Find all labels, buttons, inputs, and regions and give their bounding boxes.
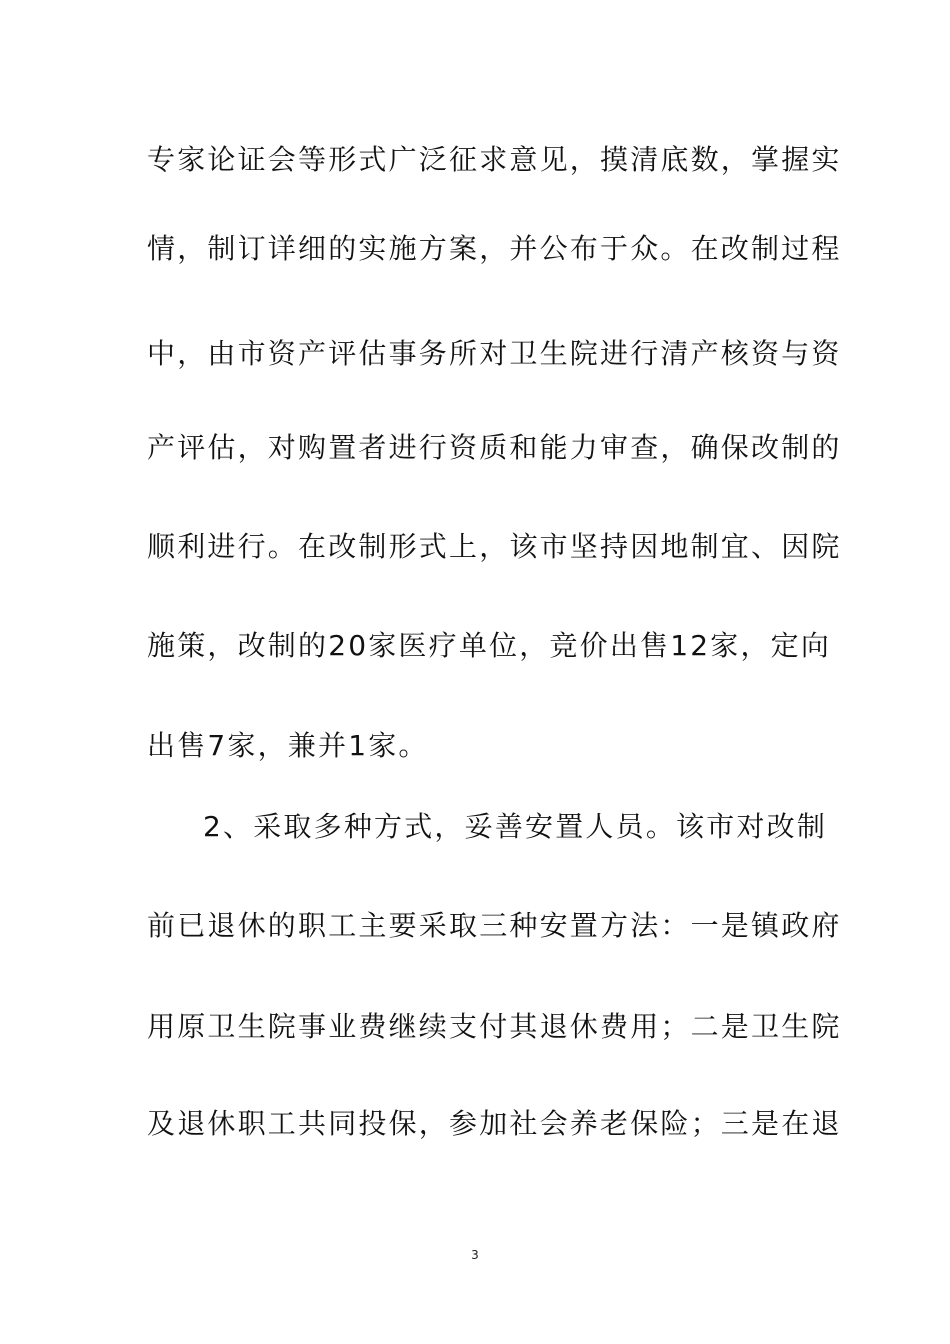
text-line: 出售7家，兼并1家。 [147,729,429,762]
text-line: 顺利进行。在改制形式上，该市坚持因地制宜、因院 [147,530,842,563]
page-number: 3 [471,1248,479,1262]
text-line: 用原卫生院事业费继续支付其退休费用；二是卫生院 [147,1010,842,1043]
text-line: 专家论证会等形式广泛征求意见，摸清底数，掌握实 [147,143,842,176]
text-line: 前已退休的职工主要采取三种安置方法：一是镇政府 [147,909,842,942]
paragraph-start-line: 2、采取多种方式，妥善安置人员。该市对改制 [203,810,828,843]
text-line: 中，由市资产评估事务所对卫生院进行清产核资与资 [147,337,842,370]
text-line: 产评估，对购置者进行资质和能力审查，确保改制的 [147,431,842,464]
text-line: 施策，改制的20家医疗单位，竞价出售12家，定向 [147,629,832,662]
text-line: 及退休职工共同投保，参加社会养老保险；三是在退 [147,1107,842,1140]
text-line: 情，制订详细的实施方案，并公布于众。在改制过程 [147,232,842,265]
